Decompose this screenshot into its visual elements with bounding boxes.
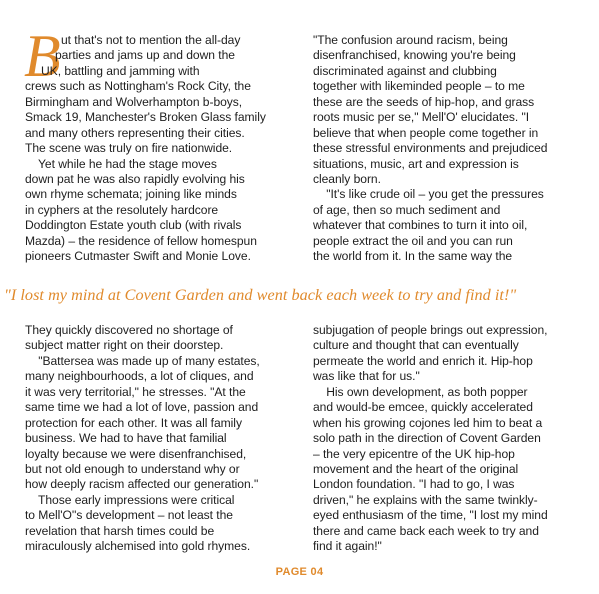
text-line: own rhyme schemata; joining like minds: [25, 187, 237, 202]
text-line: "The confusion around racism, being: [313, 33, 508, 47]
text-line: Birmingham and Wolverhampton b-boys,: [25, 94, 243, 109]
text-line: parties and jams up and down the: [55, 48, 235, 63]
text-line: the world from it. In the same way the: [313, 249, 513, 264]
text-line: whatever that combines to turn it into oil,: [313, 218, 528, 233]
text-line: discriminated against and clubbing: [313, 63, 497, 78]
text-line: cleanly born.: [313, 171, 381, 186]
text-line: movement and the heart of the original: [313, 461, 519, 476]
text-line: His own development, as both popper: [313, 384, 528, 399]
text-line: roots music per se," Mell'O' elucidates. "I: [313, 110, 530, 125]
text-line: loyalty because we were disenfranchised,: [25, 446, 247, 461]
text-line: – the very epicentre of the UK hip-hop: [313, 446, 515, 461]
column-bottom-right: [313, 323, 583, 555]
text-line: "It's like crude oil – you get the pressures: [313, 187, 544, 202]
text-line: London foundation. "I had to go, I was: [313, 477, 515, 492]
text-line: driven," he explains with the same twinkly-: [313, 492, 538, 507]
text-line: pioneers Cutmaster Swift and Monie Love.: [25, 249, 251, 264]
column-top-right: [313, 33, 583, 265]
text-line: situations, music, art and expression is: [313, 156, 519, 171]
text-line: but not old enough to understand why or: [25, 461, 240, 476]
text-line: solo path in the direction of Covent Garden: [313, 431, 541, 446]
text-line: They quickly discovered no shortage of: [25, 323, 233, 337]
text-line: "Battersea was made up of many estates,: [25, 353, 260, 368]
text-line: how deeply racism affected our generation.": [25, 477, 259, 492]
text-line: down pat he was also rapidly evolving his: [25, 171, 245, 186]
text-line: of age, then so much sediment and: [313, 202, 501, 217]
text-line: people extract the oil and you can run: [313, 233, 513, 248]
text-line: subject matter right on their doorstep.: [25, 338, 224, 353]
text-line: these are the seeds of hip-hop, and grass: [313, 94, 535, 109]
text-line: business. We had to have that familial: [25, 431, 227, 446]
text-line: to Mell'O''s development – not least the: [25, 508, 233, 523]
column-bottom-left: [25, 323, 293, 555]
text-line: there and came back each week to try and: [313, 523, 539, 538]
text-line: protection for each other. It was all family: [25, 415, 242, 430]
text-line: Doddington Estate youth club (with rivals: [25, 218, 242, 233]
page-number: PAGE 04: [275, 566, 324, 578]
text-line: together with likeminded people – to me: [313, 79, 525, 94]
text-line: same time we had a lot of love, passion and: [25, 400, 259, 415]
text-line: revelation that harsh times could be: [25, 523, 215, 538]
text-line: find it again!": [313, 539, 382, 554]
text-line: Yet while he had the stage moves: [25, 156, 217, 171]
text-line: Those early impressions were critical: [25, 492, 235, 507]
text-line: was like that for us.": [313, 369, 420, 384]
pull-quote: "I lost my mind at Covent Garden and went back each week to try and find it!": [4, 286, 517, 304]
text-line: crews such as Nottingham's Rock City, the: [25, 79, 251, 94]
text-line: believe that when people come together in: [313, 125, 539, 140]
text-line: many neighbourhoods, a lot of cliques, and: [25, 369, 254, 384]
text-line: miraculously alchemised into gold rhymes.: [25, 539, 251, 554]
text-line: and would-be emcee, quickly accelerated: [313, 400, 533, 415]
text-line: Smack 19, Manchester's Broken Glass family: [25, 110, 266, 125]
text-line: Mazda) – the residence of fellow homespun: [25, 233, 257, 248]
text-line: it was very territorial," he stresses. "At the: [25, 384, 246, 399]
text-line: culture and thought that can eventually: [313, 338, 519, 353]
text-line: disenfranchised, knowing you're being: [313, 48, 516, 63]
text-line: eyed enthusiasm of the time, "I lost my mind: [313, 508, 548, 523]
text-line: The scene was truly on fire nationwide.: [25, 141, 233, 156]
text-line: when his growing cojones led him to beat a: [313, 415, 543, 430]
text-line: in cyphers at the resolutely hardcore: [25, 202, 219, 217]
column-top-left: [25, 33, 293, 265]
text-line: ut that's not to mention the all-day: [61, 33, 241, 47]
drop-cap: B: [24, 23, 61, 89]
text-line: UK, battling and jamming with: [41, 63, 200, 78]
text-line: permeate the world and enrich it. Hip-hop: [313, 353, 533, 368]
text-line: subjugation of people brings out expression,: [313, 323, 548, 337]
text-line: and many others representing their cities.: [25, 125, 245, 140]
text-line: these stressful environments and prejudiced: [313, 141, 548, 156]
